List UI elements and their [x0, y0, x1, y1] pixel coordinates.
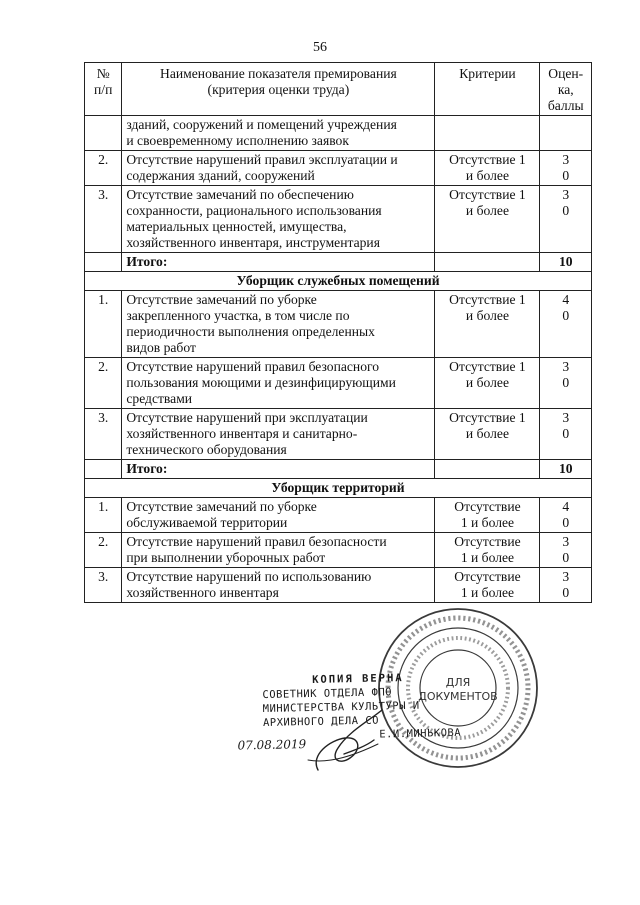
- text-line: 0: [562, 550, 570, 565]
- table-row: [85, 151, 592, 186]
- row-indicator: [122, 533, 435, 568]
- row-number: 1.: [85, 291, 122, 358]
- row-number: 1.: [85, 498, 122, 533]
- total-label-1: Итого:: [122, 253, 435, 272]
- header-num: [85, 63, 122, 116]
- text-line: и более: [465, 375, 509, 390]
- row-criteria: [435, 186, 540, 253]
- text-line: 0: [562, 308, 570, 323]
- stamp-center-line1: ДЛЯ: [445, 676, 471, 689]
- header-score: [540, 63, 592, 116]
- text-line: Отсутствие: [454, 534, 521, 549]
- cert-title: КОПИЯ ВЕРНА: [312, 672, 404, 686]
- text-line: Отсутствие 1: [449, 359, 526, 374]
- text-line: №: [96, 66, 110, 81]
- row-scores: [540, 186, 592, 253]
- row-indicator: [122, 409, 435, 460]
- text-line: Отсутствие 1: [449, 292, 526, 307]
- text-line: 3: [562, 569, 570, 584]
- text-line: 3: [562, 410, 570, 425]
- header-criteria: [435, 63, 540, 116]
- row-indicator: [122, 291, 435, 358]
- text-line: Отсутствие нарушений правил безопасного: [126, 359, 380, 374]
- text-line: пользования моющими и дезинфицирующими: [126, 375, 396, 390]
- text-line: хозяйственного инвентаря: [126, 585, 279, 600]
- continuation-row: [85, 116, 592, 151]
- text-line: хозяйственного инвентаря, инструментария: [126, 235, 380, 250]
- bonus-criteria-table: [84, 62, 592, 603]
- row-criteria: [435, 409, 540, 460]
- text-line: 0: [562, 168, 570, 183]
- cert-date: 07.08.2019: [237, 737, 307, 753]
- text-line: Отсутствие: [454, 569, 521, 584]
- cert-ministry: МИНИСТЕРСТВА КУЛЬТУРЫ И: [262, 699, 420, 715]
- text-line: 3: [562, 152, 570, 167]
- text-line: зданий, сооружений и помещений учреждения: [126, 117, 397, 132]
- row-number: 3.: [85, 409, 122, 460]
- row-number: 2.: [85, 358, 122, 409]
- text-line: 1 и более: [460, 550, 515, 565]
- text-line: Критерии: [459, 66, 516, 81]
- row-criteria: [435, 568, 540, 603]
- text-line: Отсутствие 1: [449, 187, 526, 202]
- text-line: баллы: [547, 98, 584, 113]
- text-line: Оцен-: [548, 66, 584, 81]
- text-line: Отсутствие нарушений при эксплуатации: [126, 410, 368, 425]
- text-line: и более: [465, 168, 509, 183]
- total-row-2-criteria: [435, 460, 540, 479]
- text-line: и своевременному исполнению заявок: [126, 133, 349, 148]
- text-line: 3: [562, 359, 570, 374]
- continuation-num: [85, 116, 122, 151]
- row-criteria: [435, 533, 540, 568]
- total-row-1-num: [85, 253, 122, 272]
- row-number: 2.: [85, 151, 122, 186]
- section-row-2: [85, 272, 592, 291]
- section-title-cleaner-territory: Уборщик территорий: [85, 479, 592, 498]
- row-number: 2.: [85, 533, 122, 568]
- text-line: и более: [465, 203, 509, 218]
- total-score-2: 10: [540, 460, 592, 479]
- text-line: и более: [465, 308, 509, 323]
- text-line: видов работ: [126, 340, 196, 355]
- header-indicator: [122, 63, 435, 116]
- cert-department: АРХИВНОГО ДЕЛА СО: [262, 714, 380, 729]
- text-line: 0: [562, 585, 570, 600]
- total-row-2-num: [85, 460, 122, 479]
- text-line: материальных ценностей, имущества,: [126, 219, 347, 234]
- row-indicator: [122, 186, 435, 253]
- row-indicator: [122, 568, 435, 603]
- row-indicator: [122, 498, 435, 533]
- row-indicator: [122, 151, 435, 186]
- row-criteria: [435, 498, 540, 533]
- handwritten-signature: [300, 700, 410, 780]
- text-line: 0: [562, 203, 570, 218]
- total-row-1-criteria: [435, 253, 540, 272]
- text-line: и более: [465, 426, 509, 441]
- table-row: [85, 533, 592, 568]
- text-line: содержания зданий, сооружений: [126, 168, 315, 183]
- stamp-center-line2: ДОКУМЕНТОВ: [418, 690, 498, 703]
- section-title-cleaner-offices: Уборщик служебных помещений: [85, 272, 592, 291]
- text-line: Наименование показателя премирования: [160, 66, 397, 81]
- row-scores: [540, 409, 592, 460]
- row-criteria: [435, 151, 540, 186]
- total-score-1: 10: [540, 253, 592, 272]
- text-line: Отсутствие: [454, 499, 521, 514]
- row-scores: [540, 151, 592, 186]
- row-scores: [540, 498, 592, 533]
- continuation-indicator: [122, 116, 435, 151]
- continuation-score: [540, 116, 592, 151]
- text-line: Отсутствие замечаний по обеспечению: [126, 187, 354, 202]
- text-line: Отсутствие нарушений правил эксплуатации и: [126, 152, 398, 167]
- total-row-1: [85, 253, 592, 272]
- section-row-3: [85, 479, 592, 498]
- table-row: [85, 186, 592, 253]
- row-scores: [540, 358, 592, 409]
- table-row: [85, 568, 592, 603]
- text-line: 1 и более: [460, 585, 515, 600]
- row-number: 3.: [85, 568, 122, 603]
- text-line: Отсутствие замечаний по уборке: [126, 292, 317, 307]
- table-row: [85, 291, 592, 358]
- total-label-2: Итого:: [122, 460, 435, 479]
- table-row: [85, 409, 592, 460]
- text-line: сохранности, рационального использования: [126, 203, 382, 218]
- row-scores: [540, 568, 592, 603]
- text-line: 0: [562, 375, 570, 390]
- continuation-criteria: [435, 116, 540, 151]
- text-line: периодичности выполнения определенных: [126, 324, 375, 339]
- text-line: технического оборудования: [126, 442, 287, 457]
- text-line: Отсутствие замечаний по уборке: [126, 499, 317, 514]
- table-row: [85, 498, 592, 533]
- table-row: [85, 358, 592, 409]
- total-row-2: [85, 460, 592, 479]
- text-line: Отсутствие 1: [449, 410, 526, 425]
- text-line: средствами: [126, 391, 193, 406]
- text-line: 4: [562, 499, 570, 514]
- row-scores: [540, 291, 592, 358]
- text-line: хозяйственного инвентаря и санитарно-: [126, 426, 358, 441]
- text-line: закрепленного участка, в том числе по: [126, 308, 350, 323]
- text-line: 3: [562, 187, 570, 202]
- cert-signer-name: Е.И.МИНЬКОВА: [379, 726, 462, 741]
- text-line: 0: [562, 515, 570, 530]
- row-scores: [540, 533, 592, 568]
- cert-position: СОВЕТНИК ОТДЕЛА ФПО: [262, 686, 393, 701]
- text-line: ка,: [557, 82, 574, 97]
- text-line: обслуживаемой территории: [126, 515, 288, 530]
- text-line: Отсутствие нарушений по использованию: [126, 569, 372, 584]
- text-line: Отсутствие 1: [449, 152, 526, 167]
- text-line: 0: [562, 426, 570, 441]
- row-criteria: [435, 358, 540, 409]
- row-criteria: [435, 291, 540, 358]
- table-header-row: [85, 63, 592, 116]
- text-line: при выполнении уборочных работ: [126, 550, 326, 565]
- row-number: 3.: [85, 186, 122, 253]
- row-indicator: [122, 358, 435, 409]
- text-line: 3: [562, 534, 570, 549]
- text-line: п/п: [94, 82, 113, 97]
- text-line: (критерия оценки труда): [207, 82, 350, 97]
- text-line: 1 и более: [460, 515, 515, 530]
- text-line: Отсутствие нарушений правил безопасности: [126, 534, 387, 549]
- page-number: 56: [313, 40, 327, 55]
- text-line: 4: [562, 292, 570, 307]
